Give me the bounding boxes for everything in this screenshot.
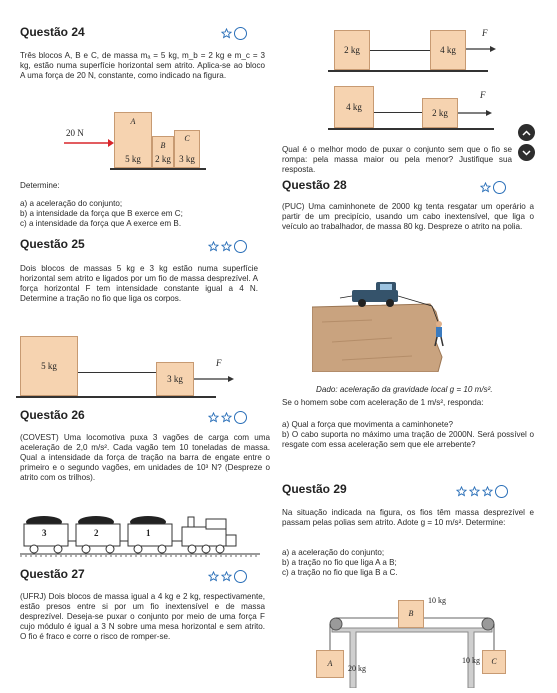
q29-block-b: B [398, 600, 424, 628]
force-arrow-icon [458, 108, 492, 118]
q25-title: Questão 25 [20, 237, 85, 251]
wagon-1-label: 1 [146, 528, 151, 538]
q24-block-c: C 3 kg [174, 130, 200, 168]
q28-gravity: Dado: aceleração da gravidade local g = 10 m/s². [316, 385, 493, 394]
q24-block-a: A 5 kg [114, 112, 152, 168]
star-icon [208, 241, 219, 252]
progress-circle-icon[interactable] [234, 240, 247, 253]
force-symbol: F [480, 90, 486, 100]
q24-item-b: b) a intensidade da força que B exerce em C; [20, 209, 183, 218]
q29-block-c-mass: 10 kg [462, 656, 480, 665]
rope-line [78, 372, 156, 373]
q24-force-label: 20 N [66, 128, 84, 138]
q24-figure [20, 112, 260, 172]
progress-circle-icon[interactable] [495, 485, 508, 498]
q29-header [282, 484, 347, 494]
q29-block-a-mass: 20 kg [348, 664, 366, 673]
q29-block-b-mass: 10 kg [428, 596, 446, 605]
q27-figure-2 [314, 86, 484, 132]
wagon-2-label: 2 [94, 528, 99, 538]
star-icon [482, 486, 493, 497]
star-icon [221, 412, 232, 423]
q28-item-b: b) O cabo suporta no máximo uma tração de 2000N. Será possível o resgate com essa aceleração sem que ele arrebente? [282, 430, 534, 450]
q28-item-a: a) Qual a força que movimenta a caminhonete? [282, 420, 453, 429]
q27-title: Questão 27 [20, 567, 85, 581]
q28-stem: Se o homem sobe com aceleração de 1 m/s², responda: [282, 398, 484, 407]
star-icon [469, 486, 480, 497]
q29-item-b: b) a tração no fio que liga A a B; [282, 558, 397, 567]
q28-difficulty [480, 181, 506, 194]
force-symbol: F [482, 28, 488, 38]
q26-train-figure [20, 515, 265, 557]
q25-text: Dois blocos de massas 5 kg e 3 kg estão numa superfície horizontal sem atrito e ligados por um fio de massa desprezível. A força horizontal F tem intensidade constante igual a 4 N. Determine a tração no fio que liga os corpos. [20, 264, 258, 304]
rope-line [374, 112, 422, 113]
q25-header [20, 239, 85, 249]
q24-block-b: B 2 kg [152, 136, 174, 168]
force-arrow-icon [194, 374, 234, 384]
floor-line [16, 396, 216, 398]
q27-fig1-block-right: 4 kg [430, 30, 466, 70]
progress-circle-icon[interactable] [493, 181, 506, 194]
q25-block-1: 5 kg [20, 336, 78, 396]
q24-item-c: c) a intensidade da força que A exerce em B. [20, 219, 182, 228]
star-icon [208, 412, 219, 423]
q29-item-c: c) a tração no fio que liga B a C. [282, 568, 398, 577]
force-arrow-icon [64, 138, 114, 148]
chevron-down-icon [522, 150, 531, 156]
floor-line [110, 168, 206, 170]
q24-title: Questão 24 [20, 25, 85, 39]
q26-difficulty [208, 411, 247, 424]
q24-determine: Determine: [20, 181, 60, 190]
q25-figure [20, 336, 260, 398]
train-illustration [20, 515, 265, 557]
q27-question: Qual é o melhor modo de puxar o conjunto sem que o fio se rompa: pela massa maior ou pela menor? Justifique sua resposta. [282, 145, 512, 175]
wagon-3-label: 3 [42, 528, 47, 538]
progress-circle-icon[interactable] [234, 570, 247, 583]
star-icon [480, 182, 491, 193]
q29-item-a: a) a aceleração do conjunto; [282, 548, 385, 557]
q27-fig1-block-left: 2 kg [334, 30, 370, 70]
q24-text: Três blocos A, B e C, de massa mₐ = 5 kg, m_b = 2 kg e m_c = 3 kg, estão numa superfície horizontal sem atrito. Aplica-se ao bloco A uma força de 20 N, constante, como indicado na figura. [20, 51, 265, 81]
q25-difficulty [208, 240, 247, 253]
cliff-illustration [312, 272, 482, 372]
force-arrow-icon [466, 44, 496, 54]
q28-header [282, 180, 347, 190]
q29-block-a: A [316, 650, 344, 678]
q29-difficulty [456, 485, 508, 498]
q26-title: Questão 26 [20, 408, 85, 422]
rope-line [370, 50, 430, 51]
q27-fig2-block-right: 2 kg [422, 98, 458, 128]
q27-header [20, 569, 85, 579]
q24-difficulty [221, 27, 247, 40]
q27-difficulty [208, 570, 247, 583]
q27-figure-1 [314, 28, 488, 74]
q29-block-c: C [482, 650, 506, 674]
chevron-up-icon [522, 130, 531, 136]
q26-header [20, 410, 85, 420]
star-icon [221, 571, 232, 582]
q27-fig2-block-left: 4 kg [334, 86, 374, 128]
q28-cliff-figure [312, 272, 482, 372]
floor-line [328, 128, 494, 130]
q25-force-symbol: F [216, 358, 222, 368]
q28-text: (PUC) Uma caminhonete de 2000 kg tenta resgatar um operário a partir de um precipício, usando um cabo inextensível, que liga o veículo ao trabalhador, de massa 80 kg. Despreze o atrito na polia. [282, 202, 534, 232]
scroll-up-button[interactable] [518, 124, 535, 141]
progress-circle-icon[interactable] [234, 411, 247, 424]
q29-pulley-figure [312, 588, 512, 688]
q24-header [20, 27, 85, 37]
q29-title: Questão 29 [282, 482, 347, 496]
floor-line [328, 70, 488, 72]
star-icon [221, 28, 232, 39]
q29-text: Na situação indicada na figura, os fios têm massa desprezível e passam pelas polias sem atrito. Adote g = 10 m/s². Determine: [282, 508, 534, 528]
q27-text: (UFRJ) Dois blocos de massa igual a 4 kg e 2 kg, respectivamente, estão presos entre si por um fio inextensível e de massa desprezível. Deseja-se puxar o conjunto por meio de uma força F cujo módulo é igual a 3 N sobre uma mesa horizontal e sem atrito. O fio é fraco e corre o risco de romper-se. [20, 592, 265, 642]
q24-item-a: a) a aceleração do conjunto; [20, 199, 123, 208]
scroll-down-button[interactable] [518, 144, 535, 161]
star-icon [208, 571, 219, 582]
q28-title: Questão 28 [282, 178, 347, 192]
progress-circle-icon[interactable] [234, 27, 247, 40]
star-icon [221, 241, 232, 252]
q26-text: (COVEST) Uma locomotiva puxa 3 vagões de carga com uma aceleração de 2,0 m/s². Cada vagão tem 10 toneladas de massa. Qual a intensidade da força de tração na barra de engate entre o primeiro e o segundo vagões, em unidades de 10³ N? (Despreze o atrito com os trilhos). [20, 433, 270, 483]
star-icon [456, 486, 467, 497]
q25-block-2: 3 kg [156, 362, 194, 396]
